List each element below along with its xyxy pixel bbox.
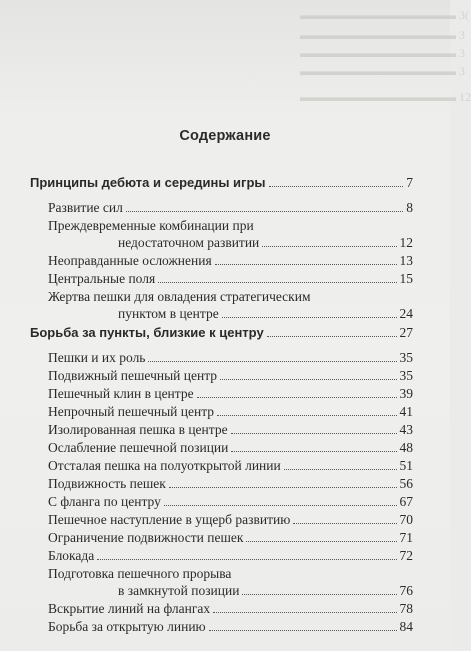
dot-leader [293, 523, 396, 524]
page-number: 72 [399, 548, 413, 563]
page-number: 48 [399, 440, 413, 455]
toc-entry-title: Отсталая пешка на полуоткрытой линии [48, 458, 281, 473]
toc-entry-title: Неоправданные осложнения [48, 253, 212, 268]
toc-entry[interactable] [118, 235, 413, 250]
dot-leader [222, 317, 397, 318]
dot-leader [231, 433, 397, 434]
dot-leader [126, 211, 403, 212]
toc-entry-title: недостаточном развитии [118, 235, 260, 250]
dot-leader [217, 415, 396, 416]
toc-entry-title: Борьба за открытую линию [48, 619, 206, 634]
toc-entry[interactable] [48, 386, 413, 401]
dot-leader [164, 505, 397, 506]
page-number: 13 [399, 253, 413, 268]
dot-leader [215, 264, 397, 265]
toc-section[interactable] [30, 175, 413, 190]
page-number: 35 [399, 350, 413, 365]
page-number: 71 [399, 530, 413, 545]
page-number: 78 [399, 601, 413, 616]
toc-entry-title: Вскрытие линий на флангах [48, 601, 211, 616]
toc-entry[interactable] [48, 619, 413, 634]
toc-entry-title: Пешечное наступление в ущерб развитию [48, 512, 291, 527]
dot-leader [269, 186, 404, 187]
toc-entry[interactable] [118, 583, 413, 598]
toc-entry-title: Подвижность пешек [48, 476, 166, 491]
toc-entry-title: Подвижный пешечный центр [48, 368, 218, 383]
toc-entry[interactable] [48, 512, 413, 527]
page-number: 51 [399, 458, 413, 473]
page-number: 43 [399, 422, 413, 437]
page-number: 56 [399, 476, 413, 491]
page-number: 84 [399, 619, 413, 634]
page-number: 24 [399, 306, 413, 321]
dot-leader [242, 594, 396, 595]
dot-leader [267, 336, 397, 337]
toc-entry[interactable] [118, 306, 413, 321]
toc-entry[interactable] [48, 350, 413, 365]
toc-entry[interactable] [48, 200, 413, 215]
dot-leader [158, 282, 396, 283]
toc-entry-title: Борьба за пункты, близкие к центру [30, 325, 264, 340]
toc-entry-title: Центральные поля [48, 271, 156, 286]
toc-entry-title-first-line: Преждевременные комбинации при [48, 218, 254, 233]
dot-leader [209, 630, 397, 631]
toc-entry[interactable] [48, 476, 413, 491]
toc-entry-title-first-line: Жертва пешки для овладения стратегическим [48, 289, 311, 304]
dot-leader [197, 397, 397, 398]
page-number: 12 [399, 235, 413, 250]
toc-entry[interactable] [48, 368, 413, 383]
toc-entry[interactable] [48, 271, 413, 286]
dot-leader [148, 361, 396, 362]
toc-entry-title: Пешечный клин в центре [48, 386, 194, 401]
toc-entry-title: Развитие сил [48, 200, 123, 215]
dot-leader [213, 612, 396, 613]
page-title: Содержание [179, 128, 271, 144]
toc-entry[interactable] [48, 404, 413, 419]
page-number: 39 [399, 386, 413, 401]
page-number: 70 [399, 512, 413, 527]
toc-entry-title: Блокада [48, 548, 95, 563]
toc-entry[interactable] [48, 548, 413, 563]
toc-entry[interactable] [48, 458, 413, 473]
toc-entry[interactable] [48, 440, 413, 455]
dot-leader [246, 541, 396, 542]
toc-entry-title: Пешки и их роль [48, 350, 146, 365]
toc-entry-title: Изолированная пешка в центре [48, 422, 228, 437]
toc-entry[interactable] [48, 601, 413, 616]
toc-entry[interactable] [48, 494, 413, 509]
toc-section[interactable] [30, 325, 413, 340]
dot-leader [97, 559, 396, 560]
page-number: 8 [406, 200, 413, 215]
dot-leader [220, 379, 396, 380]
page-number: 35 [399, 368, 413, 383]
page-number: 41 [399, 404, 413, 419]
toc-entry-title: Принципы дебюта и середины игры [30, 175, 266, 190]
toc-entry-title: пунктом в центре [118, 306, 219, 321]
toc-entry-title: С фланга по центру [48, 494, 161, 509]
bleed-through-text: ▬▬▬▬▬▬▬▬▬▬▬▬▬ 3( ▬▬▬▬▬▬▬▬▬▬▬▬▬ 3 ▬▬▬▬▬▬▬▬▬▬▬▬▬ 3 ▬▬▬▬▬▬▬▬▬▬▬▬▬ 3 ▬▬▬▬▬▬▬▬▬▬▬▬▬ 12 [300, 8, 471, 104]
dot-leader [231, 451, 396, 452]
toc-entry-title: Ослабление пешечной позиции [48, 440, 229, 455]
page-number: 67 [399, 494, 413, 509]
page-number: 27 [399, 325, 413, 340]
toc-entry[interactable] [48, 530, 413, 545]
toc-entry-title-first-line: Подготовка пешечного прорыва [48, 566, 232, 581]
page-number: 76 [399, 583, 413, 598]
toc-entry-title: в замкнутой позиции [118, 583, 240, 598]
dot-leader [169, 487, 397, 488]
toc-entry[interactable] [48, 422, 413, 437]
dot-leader [262, 246, 396, 247]
page-number: 15 [399, 271, 413, 286]
toc-entry[interactable] [48, 253, 413, 268]
toc-entry-title: Ограничение подвижности пешек [48, 530, 244, 545]
page-number: 7 [406, 175, 413, 190]
dot-leader [284, 469, 397, 470]
toc-entry-title: Непрочный пешечный центр [48, 404, 215, 419]
